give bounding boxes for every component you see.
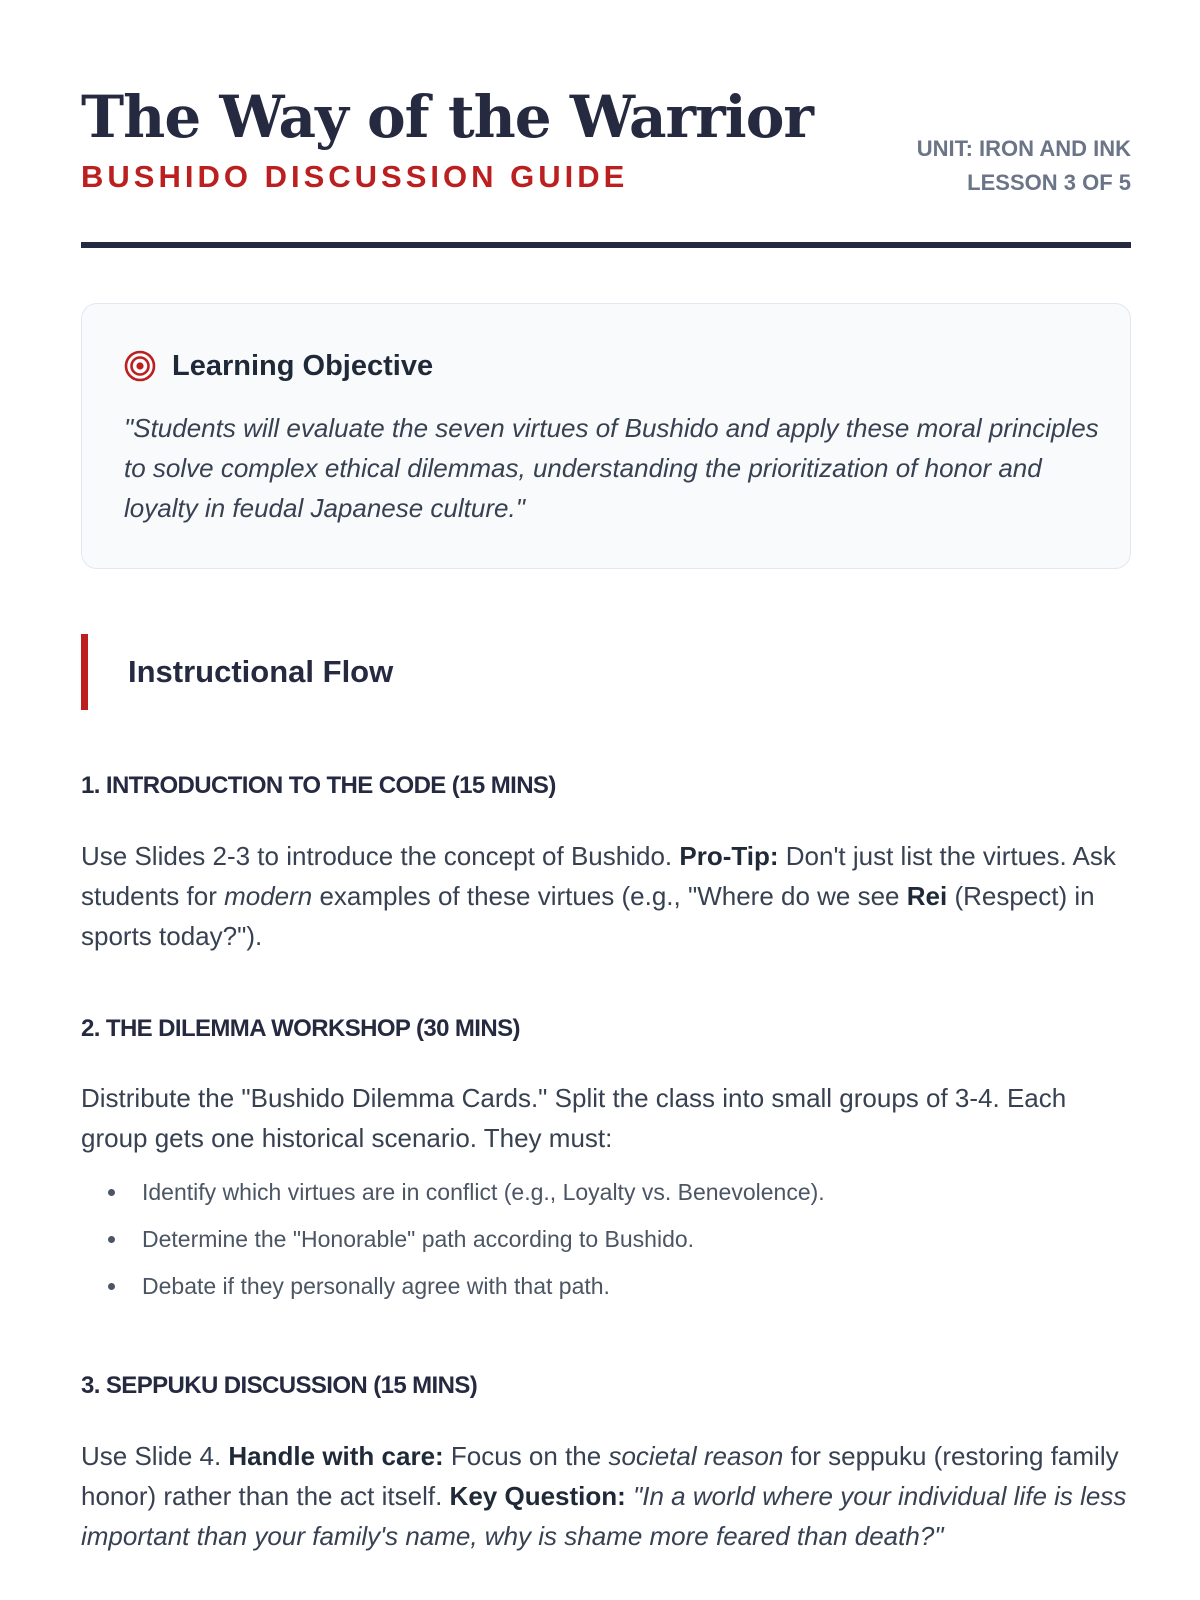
objective-text: "Students will evaluate the seven virtues of Bushido and apply these moral principles to solve complex ethical dilemmas, understanding the prioritization of honor and loyalty in feudal Japanese culture." [124, 413, 1099, 523]
lesson-meta [917, 132, 1131, 200]
lesson-label: LESSON 3 OF 5 [967, 170, 1131, 195]
step-3-title: 3. SEPPUKU DISCUSSION (15 MINS) [81, 1372, 478, 1399]
step-2-title: 2. THE DILEMMA WORKSHOP (30 MINS) [81, 1015, 520, 1042]
emphasis-societal-reason: societal reason [608, 1441, 784, 1471]
step-3-text [81, 1436, 1131, 1556]
pro-tip-label: Pro-Tip: [679, 841, 779, 871]
target-icon [124, 350, 156, 382]
section-accent-bar [81, 634, 88, 710]
step-2-bullet-list [81, 1177, 1081, 1318]
section-title: Instructional Flow [128, 654, 394, 689]
step-1-text-part: examples of these virtues (e.g., "Where do we see [312, 881, 907, 911]
step-3-text-part: Focus on the [443, 1441, 609, 1471]
key-question-label: Key Question: [449, 1481, 626, 1511]
objective-header [124, 346, 433, 386]
page-subtitle: BUSHIDO DISCUSSION GUIDE [81, 159, 629, 194]
handle-with-care-label: Handle with care: [228, 1441, 444, 1471]
step-1-text-part: (Respect) in sports today?"). [81, 881, 1095, 951]
key-question-text: "In a world where your individual life is less important than your family's name, why is shame more feared than death?" [81, 1481, 1127, 1551]
list-item: Debate if they personally agree with that path. [81, 1271, 1081, 1318]
unit-label: UNIT: IRON AND INK [916, 136, 1131, 161]
header-divider [81, 242, 1131, 248]
step-1-text [81, 836, 1131, 956]
step-1-title: 1. INTRODUCTION TO THE CODE (15 MINS) [81, 772, 556, 799]
emphasis-modern: modern [224, 881, 313, 911]
step-3-text-part: Use Slide 4. [81, 1441, 229, 1471]
list-item: Determine the "Honorable" path according to Bushido. [81, 1224, 1081, 1271]
step-2-text: Distribute the "Bushido Dilemma Cards." Split the class into small groups of 3-4. Each group gets one historical scenario. They must: [81, 1083, 1067, 1153]
step-1-text-part: Don't just list the virtues. Ask students for [81, 841, 1116, 911]
step-1-text-part: Use Slides 2-3 to introduce the concept of Bushido. [81, 841, 680, 871]
objective-title: Learning Objective [172, 349, 434, 382]
list-item: Identify which virtues are in conflict (e.g., Loyalty vs. Benevolence). [81, 1177, 1081, 1224]
step-3-text-part: for seppuku (restoring family honor) rather than the act itself. [81, 1441, 1119, 1511]
learning-objective-card [81, 303, 1131, 569]
page-title: The Way of the Warrior [81, 83, 813, 151]
guide-header [81, 80, 1131, 248]
virtue-rei: Rei [906, 881, 948, 911]
